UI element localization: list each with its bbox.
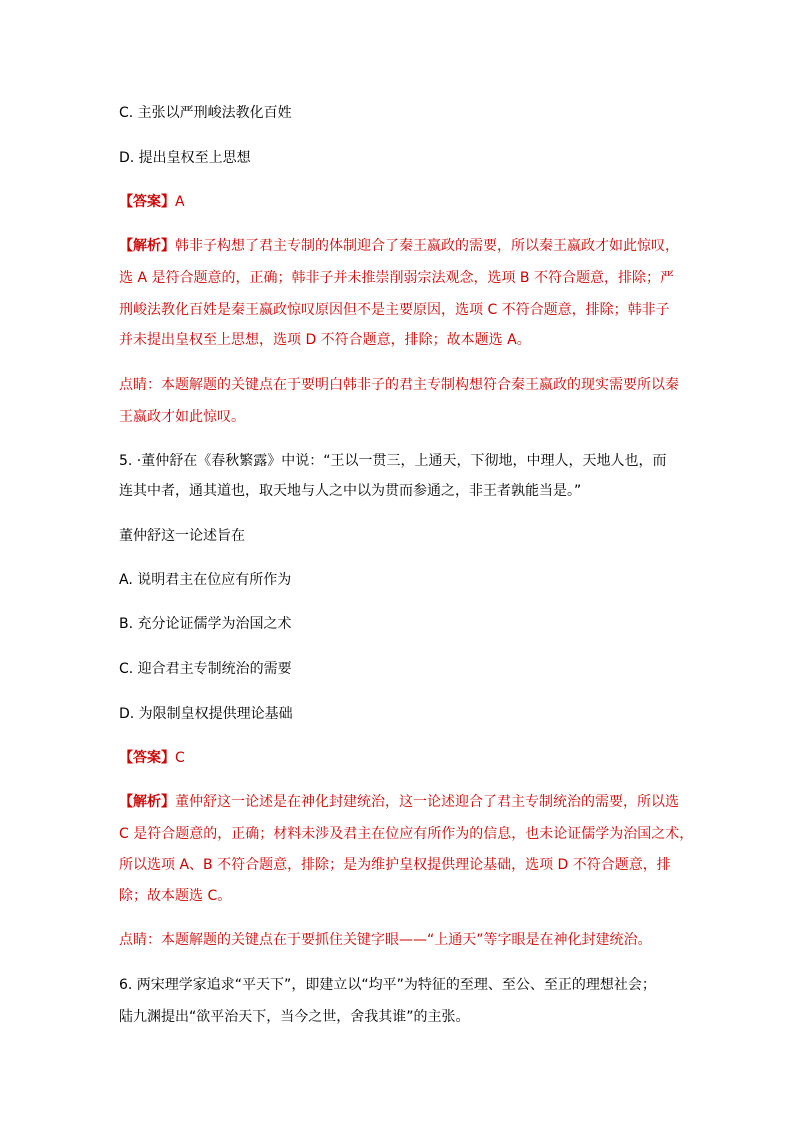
q5-stem-line-1: 5. ·董仲舒在《春秋繁露》中说：“王以一贯三，上通天，下彻地，中理人，天地人也，而 [119, 453, 667, 469]
analysis-text: 董仲舒这一论述是在神化封建统治，这一论述迎合了君主专制统治的需要，所以选 [175, 794, 679, 810]
q5-option-a: A. 说明君主在位应有所作为 [119, 572, 292, 588]
analysis-label: 【解析】 [119, 238, 175, 254]
q4-analysis-line-3: 刑峻法教化百姓是秦王嬴政惊叹原因但不是主要原因，选项 C 不符合题意，排除；韩非子 [119, 302, 670, 318]
q5-analysis-line-2: C 是符合题意的，正确；材料未涉及君主在位应有所作为的信息，也未论证儒学为治国之术， [119, 826, 694, 842]
answer-label: 【答案】 [119, 750, 175, 766]
q5-option-d: D. 为限制皇权提供理论基础 [119, 706, 293, 722]
q4-analysis-line-4: 并未提出皇权至上思想，选项 D 不符合题意，排除；故本题选 A。 [119, 332, 531, 348]
q5-stem-line-2: 连其中者，通其道也，取天地与人之中以为贯而参通之，非王者孰能当是。” [119, 483, 582, 499]
analysis-label: 【解析】 [119, 794, 175, 810]
q5-analysis-line-4: 除；故本题选 C。 [119, 888, 232, 904]
q4-option-d: D. 提出皇权至上思想 [119, 150, 251, 166]
answer-label: 【答案】 [119, 194, 175, 210]
q4-analysis-line-1 [119, 236, 679, 256]
q4-option-c: C. 主张以严刑峻法教化百姓 [119, 105, 292, 121]
q4-tip-line-2: 王嬴政才如此惊叹。 [119, 409, 245, 425]
analysis-text: 韩非子构想了君主专制的体制迎合了秦王嬴政的需要，所以秦王嬴政才如此惊叹， [175, 238, 679, 254]
q5-option-c: C. 迎合君主专制统治的需要 [119, 661, 292, 677]
q5-tip: 点睛：本题解题的关键点在于要抓住关键字眼——“上通天”等字眼是在神化封建统治。 [119, 932, 652, 948]
q4-tip-line-1: 点睛：本题解题的关键点在于要明白韩非子的君主专制构想符合秦王嬴政的现实需要所以秦 [119, 377, 679, 393]
q4-answer [119, 192, 185, 212]
q5-answer [119, 748, 185, 768]
answer-value: C [175, 750, 185, 766]
answer-value: A [175, 194, 185, 210]
q6-stem-line-1: 6. 两宋理学家追求“平天下”，即建立以“均平”为特征的至理、至公、至正的理想社会； [119, 977, 656, 993]
q5-option-b: B. 充分论证儒学为治国之术 [119, 616, 292, 632]
q6-stem-line-2: 陆九渊提出“欲平治天下，当今之世，舍我其谁”的主张。 [119, 1009, 470, 1025]
q4-analysis-line-2: 选 A 是符合题意的，正确；韩非子并未推崇削弱宗法观念，选项 B 不符合题意，排除；严 [119, 270, 674, 286]
q5-analysis-line-1 [119, 792, 679, 812]
q5-analysis-line-3: 所以选项 A、B 不符合题意，排除；是为维护皇权提供理论基础，选项 D 不符合题意，排 [119, 857, 671, 873]
q5-question: 董仲舒这一论述旨在 [119, 528, 245, 544]
